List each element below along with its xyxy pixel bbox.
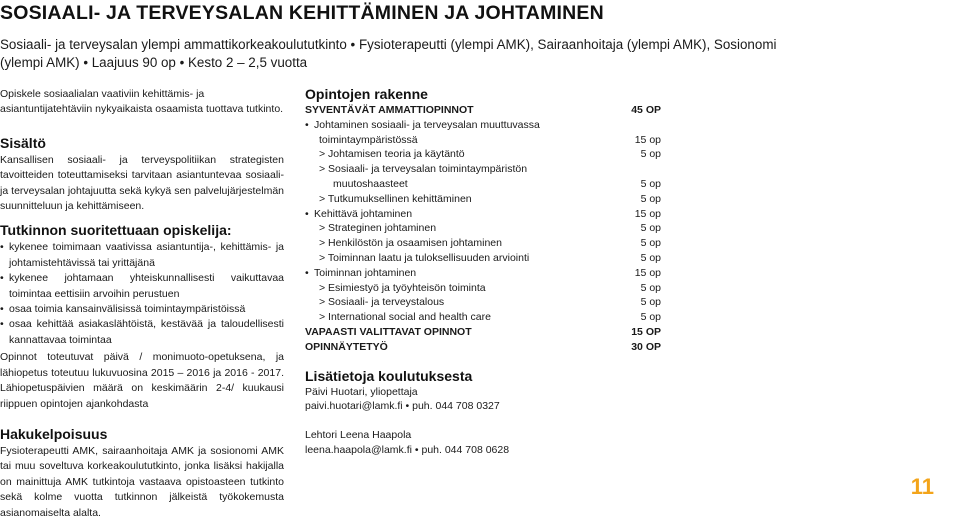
table-row <box>305 221 661 236</box>
row-value: 45 OP <box>631 104 661 116</box>
list-item: • osaa toimia kansainvälisissä toimintaympäristöissä <box>0 302 284 317</box>
contact-info <box>305 385 661 458</box>
table-row <box>305 103 661 118</box>
row-label: > Strateginen johtaminen <box>319 222 437 235</box>
row-value: 5 op <box>640 311 661 324</box>
table-row <box>305 251 661 266</box>
contact-name: Päivi Huotari, yliopettaja <box>305 385 418 398</box>
list-item: • osaa kehittää asiakaslähtöistä, kestävää ja taloudellisesti kannattavaa toimintaa <box>0 317 284 348</box>
list-item: • kykenee toimimaan vaativissa asiantuntija-, kehittämis- ja johtamistehtävissä tai yrittäjänä <box>0 240 284 271</box>
table-row <box>305 118 661 133</box>
table-row <box>305 281 661 296</box>
row-value: 5 op <box>640 148 661 161</box>
left-column <box>0 87 284 521</box>
row-label: > Esimiestyö ja työyhteisön toiminta <box>319 281 486 294</box>
learning-outcomes-list <box>0 240 284 348</box>
row-label: • Toiminnan johtaminen <box>305 266 613 281</box>
table-row <box>305 325 661 340</box>
table-row <box>305 133 661 148</box>
row-label: > International social and health care <box>319 311 491 324</box>
row-label: > Henkilöstön ja osaamisen johtaminen <box>319 237 502 250</box>
row-label: • Johtaminen sosiaali- ja terveysalan muuttuvassa <box>305 118 613 133</box>
study-structure-table <box>305 103 661 355</box>
intro-text: Opiskele sosiaalialan vaativiin kehittämis- ja asiantuntijatehtäviin nykyaikaista osaamista tuottava tutkinto. <box>0 88 284 116</box>
row-value: 5 op <box>640 296 661 309</box>
row-value: 15 op <box>634 266 661 279</box>
table-row <box>305 192 661 207</box>
list-item: • kykenee johtamaan yhteiskunnallisesti vaikuttavaa toimintaa eettisiin arvoihin perustuen <box>0 271 284 302</box>
page-number: 11 <box>910 474 934 499</box>
row-value: 5 op <box>640 281 661 294</box>
row-label: > Tutkumuksellinen kehittäminen <box>319 192 472 205</box>
row-label: muutoshaasteet <box>333 177 408 190</box>
contact-details: paivi.huotari@lamk.fi • puh. 044 708 0327 <box>305 400 500 413</box>
table-row <box>305 207 661 222</box>
row-label: > Toiminnan laatu ja tuloksellisuuden arviointi <box>319 251 530 264</box>
tutkinnon-heading: Tutkinnon suoritettuaan opiskelija: <box>0 222 232 239</box>
hakukelpoisuus-heading: Hakukelpoisuus <box>0 425 108 442</box>
row-value: 5 op <box>640 177 661 190</box>
row-label: OPINNÄYTETYÖ <box>305 340 388 353</box>
lisatietoja-heading: Lisätietoja koulutuksesta <box>305 367 473 384</box>
table-row <box>305 310 661 325</box>
table-row <box>305 266 661 281</box>
rakenne-heading: Opintojen rakenne <box>305 86 428 102</box>
hakukelpoisuus-text: Fysioterapeutti AMK, sairaanhoitaja AMK ja sosionomi AMK tai muu soveltuva korkeakoulututkinto, jonka lisäksi hakijalla on mainittuja AMK tutkintoja vastaava opistoasteen tutkinto sekä kolme vuotta tutkinnon jälkeistä työkokemusta asianomaiselta alalta. <box>0 444 284 519</box>
contact-name: Lehtori Leena Haapola <box>305 429 412 442</box>
table-row <box>305 147 661 162</box>
row-value: 5 op <box>640 237 661 250</box>
row-label: > Johtamisen teoria ja käytäntö <box>319 148 465 161</box>
contact-details: leena.haapola@lamk.fi • puh. 044 708 0628 <box>305 443 510 456</box>
page-title: SOSIAALI- JA TERVEYSALAN KEHITTÄMINEN JA JOHTAMINEN <box>0 2 604 24</box>
table-row <box>305 340 661 355</box>
row-label: > Sosiaali- ja terveysalan toimintaympäristön <box>319 163 528 176</box>
row-value: 15 op <box>634 207 661 220</box>
row-value: 5 op <box>640 192 661 205</box>
row-value: 30 OP <box>631 340 661 353</box>
right-column <box>305 86 661 458</box>
row-label: toimintaympäristössä <box>319 133 418 146</box>
table-row <box>305 236 661 251</box>
row-label: VAPAASTI VALITTAVAT OPINNOT <box>305 325 472 338</box>
page-subtitle: Sosiaali- ja terveysalan ylempi ammattikorkeakoulututkinto • Fysioterapeutti (ylempi AMK), Sairaanhoitaja (ylempi AMK), Sosionomi (ylempi AMK) • Laajuus 90 op • Kesto 2 – 2,5 vuotta <box>0 37 777 70</box>
row-value: 5 op <box>640 251 661 264</box>
table-row <box>305 177 661 192</box>
row-label: SYVENTÄVÄT AMMATTIOPINNOT <box>305 104 474 116</box>
toteutus-text: Opinnot toteutuvat päivä / monimuoto-opetuksena, ja lähiopetus toteutuu lukuvuosina 2015 – 2016 ja 2016 - 2017. Lähiopetuspäivien määrä on keskimäärin 2-4/ kuukausi riippuen opintojen ajankohdasta <box>0 351 284 410</box>
table-row <box>305 295 661 310</box>
sisalto-heading: Sisältö <box>0 134 46 151</box>
row-label: • Kehittävä johtaminen <box>305 207 613 222</box>
row-value: 5 op <box>640 222 661 235</box>
sisalto-text: Kansallisen sosiaali- ja terveyspolitiikan strategisten tavoitteiden toteuttamiseksi tarvitaan asiantuntevaa sosiaali- ja terveysalan johtajuutta sekä kykyä sen palvelujärjestelmän suunnitteluun ja kehittämiseen. <box>0 153 284 213</box>
row-value: 15 op <box>634 133 661 146</box>
row-label: > Sosiaali- ja terveystalous <box>319 296 445 309</box>
row-value: 15 OP <box>631 325 661 338</box>
table-row <box>305 162 661 177</box>
